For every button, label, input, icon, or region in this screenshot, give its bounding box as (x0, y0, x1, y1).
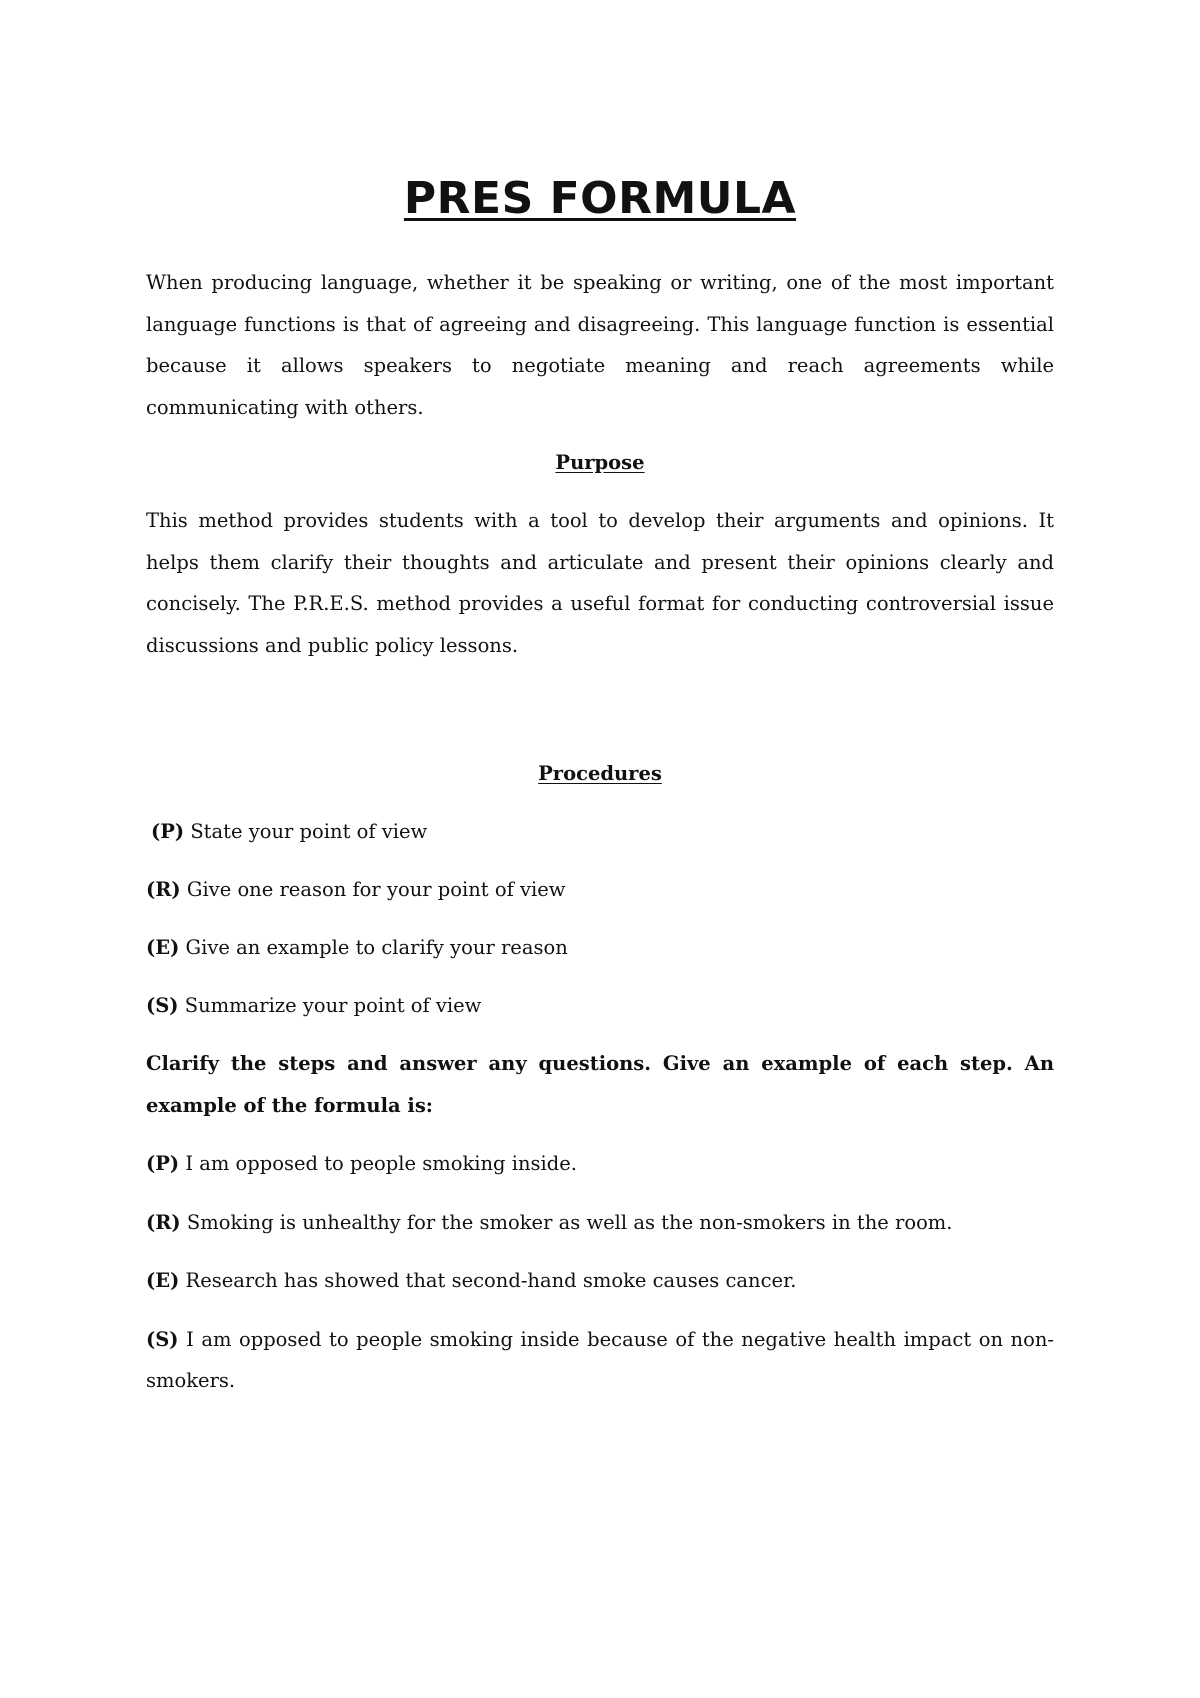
step-text: Give one reason for your point of view (180, 878, 566, 901)
example-text: I am opposed to people smoking inside because of the negative health impact on non-smokers. (146, 1327, 1054, 1392)
step-letter: (S) (146, 994, 179, 1017)
intro-paragraph: When producing language, whether it be speaking or writing, one of the most important language functions is that of agreeing and disagreeing. This language function is essential because it allows speakers to negotiate meaning and reach agreements while communicating with others. (146, 271, 1054, 419)
example-letter: (S) (146, 1327, 179, 1351)
procedures-heading: Procedures (538, 762, 662, 785)
purpose-paragraph: This method provides students with a tool to develop their arguments and opinions. It helps them clarify their thoughts and articulate and present their opinions clearly and concisely. The P.R.E.S. method provides a useful format for conducting controversial issue discussions and public policy lessons. (146, 509, 1054, 657)
example-text: I am opposed to people smoking inside. (179, 1152, 577, 1175)
example-letter: (R) (146, 1210, 181, 1234)
example-item (146, 1143, 1054, 1185)
example-item (146, 1202, 1054, 1244)
step-text: Give an example to clarify your reason (179, 936, 568, 959)
procedure-step (146, 985, 1054, 1026)
step-letter: (P) (151, 820, 185, 843)
example-letter: (E) (146, 1269, 180, 1292)
example-letter: (P) (146, 1152, 180, 1175)
document-title: PRES FORMULA (403, 173, 797, 224)
procedure-steps-list (146, 811, 1054, 1026)
procedure-step (146, 811, 1054, 852)
step-letter: (E) (146, 936, 180, 959)
instruction-paragraph: Clarify the steps and answer any questions. Give an example of each step. An example of the formula is: (146, 1052, 1054, 1117)
example-list (146, 1143, 1054, 1402)
procedure-step (146, 927, 1054, 968)
example-text: Research has showed that second-hand smoke causes cancer. (179, 1269, 797, 1292)
purpose-heading: Purpose (555, 451, 645, 474)
example-text: Smoking is unhealthy for the smoker as well as the non-smokers in the room. (180, 1210, 953, 1234)
step-text: Summarize your point of view (178, 994, 482, 1017)
step-letter: (R) (146, 878, 181, 901)
step-text: State your point of view (184, 820, 428, 843)
example-item (146, 1260, 1054, 1302)
example-item (146, 1319, 1054, 1402)
procedure-step (146, 869, 1054, 910)
